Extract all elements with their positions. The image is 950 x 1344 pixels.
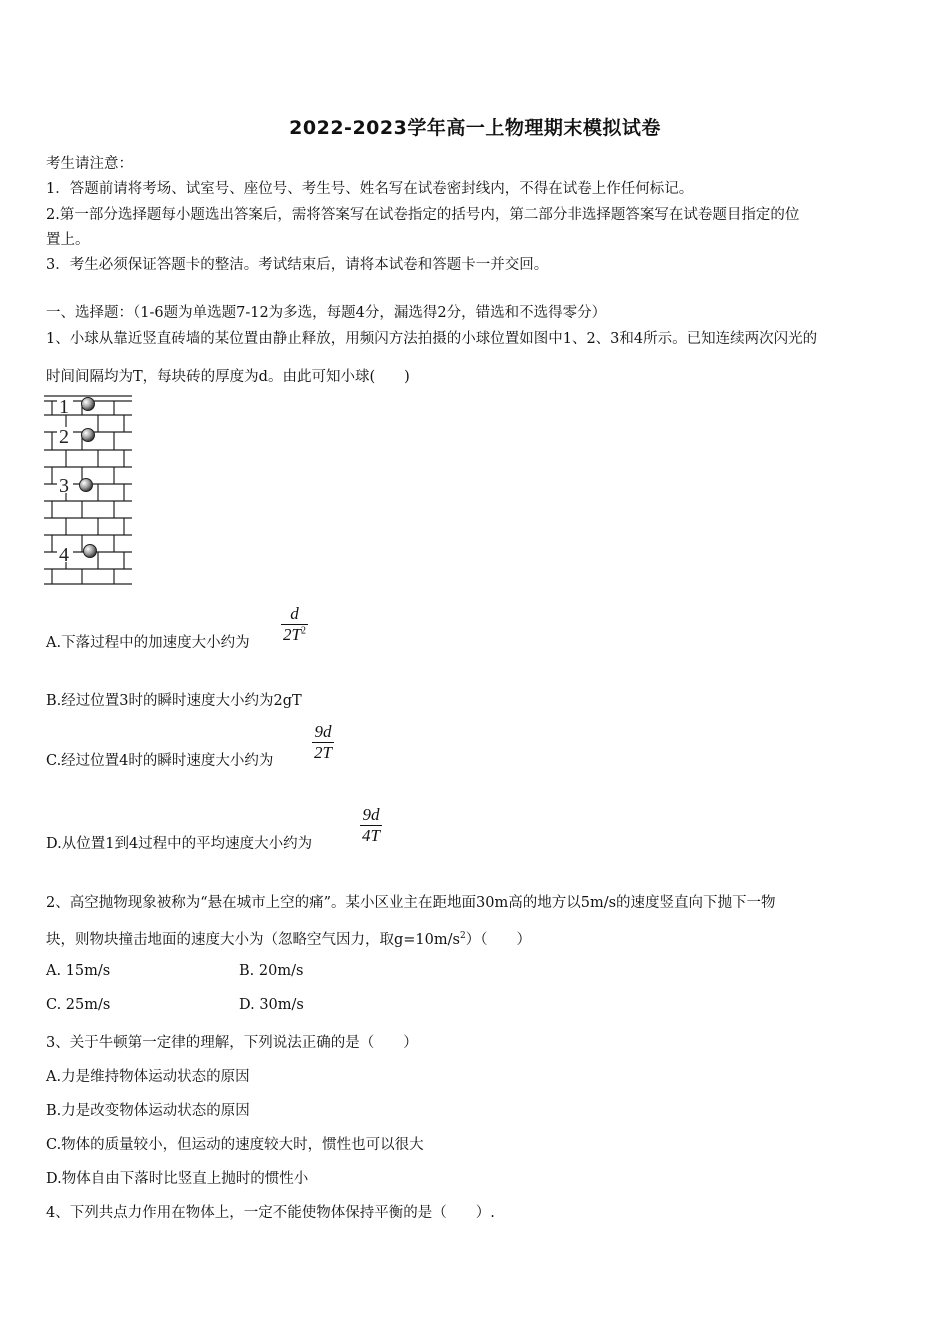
q1-option-d: D.从位置1到4过程中的平均速度大小约为 <box>46 836 313 852</box>
section-heading: 一、选择题：（1-6题为单选题7-12为多选，每题4分，漏选得2分，错选和不选得零分） <box>46 305 607 321</box>
q1-stem-line2: 时间间隔均为T，每块砖的厚度为d。由此可知小球( ) <box>46 369 410 385</box>
q1-c-denominator: 2T <box>314 743 332 762</box>
q2-stem-line2 <box>46 928 531 949</box>
q2-stem-line1: 2、高空抛物现象被称为“悬在城市上空的痛”。某小区业主在距地面30m高的地方以5m/s的速度竖直向下抛下一物 <box>46 895 776 911</box>
q4-stem: 4、下列共点力作用在物体上，一定不能使物体保持平衡的是（ ）. <box>46 1205 495 1221</box>
q1-stem-line1: 1、小球从靠近竖直砖墙的某位置由静止释放，用频闪方法拍摄的小球位置如图中1、2、3和4所示。已知连续两次闪光的 <box>46 331 818 347</box>
q1-a-denominator: 2T <box>283 625 301 644</box>
q2-stem-exponent: 2 <box>459 931 466 942</box>
notice-item-2: 2.第一部分选择题每小题选出答案后，需将答案写在试卷指定的括号内，第二部分非选择题答案写在试卷题目指定的位 <box>46 207 800 223</box>
q3-option-c: C.物体的质量较小，但运动的速度较大时，惯性也可以很大 <box>46 1137 424 1153</box>
q3-option-d: D.物体自由下落时比竖直上抛时的惯性小 <box>46 1171 309 1187</box>
notice-heading: 考生请注意： <box>46 156 133 172</box>
ball-4 <box>84 545 97 558</box>
q1-option-a: A.下落过程中的加速度大小约为 <box>46 635 250 651</box>
q2-option-b: B. 20m/s <box>239 963 304 979</box>
q3-option-a: A.力是维持物体运动状态的原因 <box>46 1069 250 1085</box>
q1-option-c-fraction <box>312 722 334 763</box>
q1-c-numerator: 9d <box>314 722 332 741</box>
q3-stem: 3、关于牛顿第一定律的理解，下列说法正确的是（ ） <box>46 1035 418 1051</box>
q2-stem-line2-b: ）（ ） <box>465 932 531 948</box>
exam-title: 2022-2023学年高一上物理期末模拟试卷 <box>289 117 661 139</box>
q2-option-a: A. 15m/s <box>46 963 111 979</box>
q2-option-d: D. 30m/s <box>239 997 304 1013</box>
q3-option-b: B.力是改变物体运动状态的原因 <box>46 1103 250 1119</box>
ball-label-4: 4 <box>59 544 69 566</box>
ball-label-2: 2 <box>59 426 69 448</box>
ball-1 <box>82 398 95 411</box>
brick-wall-figure <box>44 394 136 588</box>
ball-label-1: 1 <box>59 396 69 418</box>
q1-d-denominator: 4T <box>362 826 380 845</box>
q1-a-exponent: 2 <box>300 625 306 637</box>
notice-item-1: 1．答题前请将考场、试室号、座位号、考生号、姓名写在试卷密封线内，不得在试卷上作任何标记。 <box>46 181 694 197</box>
q1-option-d-fraction <box>360 805 382 846</box>
q1-a-numerator: d <box>290 604 299 623</box>
q1-option-a-fraction <box>281 604 308 645</box>
notice-item-3: 3．考生必须保证答题卡的整洁。考试结束后，请将本试卷和答题卡一并交回。 <box>46 257 549 273</box>
q1-option-c: C.经过位置4时的瞬时速度大小约为 <box>46 753 274 769</box>
q1-d-numerator: 9d <box>362 805 380 824</box>
q2-stem-line2-a: 块，则物块撞击地面的速度大小为（忽略空气因力，取g=10m/s <box>46 932 460 948</box>
q1-option-b: B.经过位置3时的瞬时速度大小约为2gT <box>46 693 302 709</box>
ball-3 <box>80 479 93 492</box>
q2-option-c: C. 25m/s <box>46 997 111 1013</box>
ball-2 <box>82 429 95 442</box>
notice-item-2-cont: 置上。 <box>46 232 90 248</box>
ball-label-3: 3 <box>59 475 69 497</box>
